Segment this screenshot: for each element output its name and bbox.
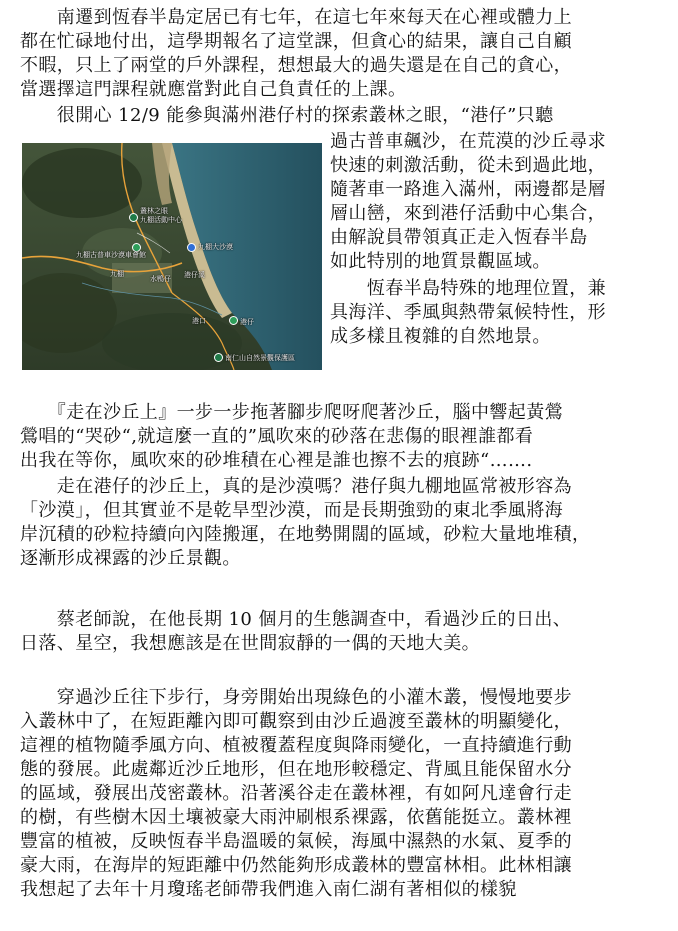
paragraph-1-line-4: 當選擇這門課程就應當對此自己負責任的上課。	[20, 79, 407, 100]
paragraph-7-line-3: 這裡的植物隨季風方向、植被覆蓋程度與降雨變化，一直持續進行動	[20, 735, 572, 756]
paragraph-2-intro: 很開心 12/9 能參與滿州港仔村的探索叢林之眼，“港仔”只聽	[20, 105, 554, 126]
map-terrain	[22, 143, 322, 370]
desert-marker-icon	[187, 243, 196, 252]
satellite-map-image	[22, 143, 322, 370]
paragraph-1-line-3: 不暇，只上了兩堂的戶外課程，想想最大的過失還是在自己的貪心，	[20, 55, 572, 76]
paragraph-6-line-1: 蔡老師說，在他長期 10 個月的生態調查中，看過沙丘的日出、	[20, 609, 572, 630]
map-label-protection-area: 南仁山自然景觀保護區	[225, 354, 295, 362]
map-label-kuping: 九棚	[110, 270, 124, 278]
paragraph-5-line-2: 「沙漠」，但其實並不是乾旱型沙漠，而是長期強勁的東北季風將海	[20, 500, 563, 521]
map-label-forest-eye: 叢林之眼	[140, 207, 168, 215]
reserve-marker-icon	[229, 316, 238, 325]
paragraph-1-line-2: 都在忙碌地付出，這學期報名了這堂課，但貪心的結果，讓自己自顧	[20, 31, 572, 52]
paragraph-4-line-3: 出我在等你，風吹來的砂堆積在心裡是誰也擦不去的痕跡“…….	[20, 450, 533, 471]
paragraph-5-line-4: 逐漸形成裸露的沙丘景觀。	[20, 548, 241, 569]
paragraph-2-side-line-4: 層山巒，來到港仔活動中心集合，	[330, 203, 606, 224]
paragraph-2-side-line-6: 如此特別的地質景觀區域。	[330, 251, 551, 272]
paragraph-7-line-9: 我想起了去年十月瓊瑤老師帶我們進入南仁湖有著相似的樣貌	[20, 879, 517, 900]
paragraph-2-side-line-3: 隨著車一路進入滿州，兩邊都是層	[330, 179, 606, 200]
paragraph-3-line-1: 恆春半島特殊的地理位置，兼	[330, 278, 606, 299]
paragraph-5-line-3: 岸沉積的砂粒持續向內陸搬運，在地勢開闊的區域，砂粒大量地堆積，	[20, 524, 591, 545]
paragraph-7-line-8: 豪大雨，在海岸的短距離中仍然能夠形成叢林的豐富林相。此林相讓	[20, 855, 572, 876]
map-label-reserve: 港口	[192, 317, 206, 325]
paragraph-4-line-1: 『走在沙丘上』一步一步拖著腳步爬呀爬著沙丘，腦中響起黃鶯	[20, 402, 563, 423]
paragraph-2-side-line-5: 由解說員帶領真正走入恆春半島	[330, 227, 588, 248]
map-label-activity-center: 九棚活動中心	[140, 216, 182, 224]
paragraph-2-side-line-1: 過古普車飆沙，在荒漠的沙丘尋求	[330, 131, 606, 152]
paragraph-6-line-2: 日落、星空，我想應該是在世間寂靜的一偶的天地大美。	[20, 633, 480, 654]
paragraph-7-line-4: 態的發展。此處鄰近沙丘地形，但在地形較穩定、背風且能保留水分	[20, 759, 572, 780]
paragraph-5-line-1: 走在港仔的沙丘上，真的是沙漠嗎？港仔與九棚地區常被形容為	[20, 476, 572, 497]
paragraph-3-line-2: 具海洋、季風與熱帶氣候特性，形	[330, 302, 606, 323]
map-label-kuping-center: 九棚古普車沙漠車會館	[76, 251, 146, 259]
paragraph-7-line-6: 的樹，有些樹木因土壤被豪大雨沖刷根系裸露，依舊能挺立。叢林裡	[20, 807, 572, 828]
paragraph-7-line-2: 入叢林中了，在短距離內即可觀察到由沙丘過渡至叢林的明顯變化，	[20, 711, 572, 732]
paragraph-2-side-line-2: 快速的刺激活動，從未到過此地，	[330, 155, 606, 176]
map-label-village: 港仔	[240, 318, 254, 326]
paragraph-7-line-5: 的區域，發展出茂密叢林。沿著溪谷走在叢林裡，有如阿凡達會行走	[20, 783, 572, 804]
paragraph-4-line-2: 鶯唱的“哭砂“,就這麼一直的”風吹來的砂落在悲傷的眼裡誰都看	[20, 426, 534, 447]
protection-area-marker-icon	[214, 353, 223, 362]
forest-eye-marker-icon	[129, 213, 138, 222]
paragraph-3-line-3: 成多樣且複雜的自然地景。	[330, 326, 551, 347]
map-label-desert: 九棚大沙漠	[198, 243, 233, 251]
paragraph-1-line-1: 南遷到恆春半島定居已有七年，在這七年來每天在心裡或體力上	[20, 7, 572, 28]
paragraph-7-line-1: 穿過沙丘往下步行，身旁開始出現綠色的小灌木叢，慢慢地要步	[20, 687, 572, 708]
paragraph-7-line-7: 豐富的植被，反映恆春半島溫暖的氣候，海風中濕熱的水氣、夏季的	[20, 831, 572, 852]
map-label-shuiniuzai: 水鴨仔	[150, 275, 171, 283]
map-label-river: 港仔溪	[184, 271, 205, 279]
